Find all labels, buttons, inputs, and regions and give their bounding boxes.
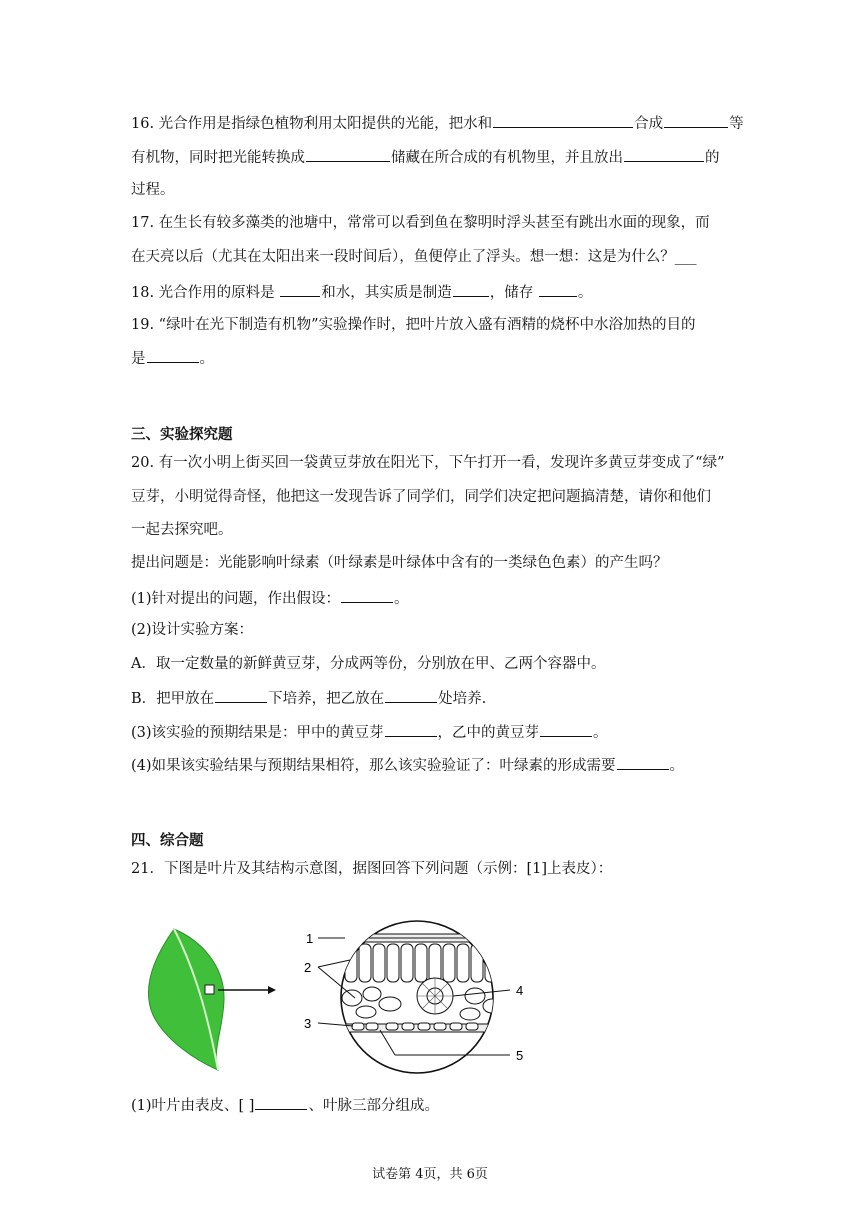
cross-section-diagram [318, 921, 510, 1073]
q20-line-3: 一起去探究吧。 [131, 522, 233, 538]
q20-line-6: (2)设计实验方案： [131, 622, 254, 638]
leaf-structure-figure [140, 920, 540, 1100]
label-4: 4 [516, 983, 524, 998]
q18-line: 18. 光合作用的原料是 和水，其实质是制造 ，储存 。 [131, 281, 592, 303]
q19-line-1: 19. “绿叶在光下制造有机物”实验操作时，把叶片放入盛有酒精的烧杯中水浴加热的目的 [131, 317, 696, 333]
leaf-illustration [149, 929, 225, 1070]
answer-blank[interactable] [539, 281, 577, 297]
q20-line-4: 提出问题是：光能影响叶绿素（叶绿素是叶绿体中含有的一类绿色色素）的产生吗？ [131, 555, 668, 571]
q20-line-9: (3)该实验的预期结果是：甲中的黄豆芽 ，乙中的黄豆芽 。 [131, 721, 608, 743]
answer-blank[interactable] [147, 347, 199, 363]
section-heading: 四、综合题 [131, 833, 204, 849]
q20-line-2: 豆芽，小明觉得奇怪，他把这一发现告诉了同学们，同学们决定把问题搞清楚，请你和他们 [131, 489, 711, 505]
q20-line-10: (4)如果该实验结果与预期结果相符，那么该实验验证了：叶绿素的形成需要 。 [131, 754, 684, 776]
q16-line-2: 有机物，同时把光能转换成 储藏在所合成的有机物里，并且放出 的 [131, 146, 720, 168]
q19-line-2: 是 。 [131, 347, 214, 369]
answer-blank[interactable] [493, 112, 633, 128]
label-1: 1 [306, 931, 314, 946]
answer-blank[interactable] [624, 146, 704, 162]
q21-intro: 21．下图是叶片及其结构示意图，据图回答下列问题（示例：[1]上表皮）： [131, 861, 613, 877]
q20-line-8: B．把甲放在 下培养，把乙放在 处培养. [131, 687, 486, 709]
section-heading: 三、实验探究题 [131, 427, 233, 443]
answer-blank[interactable] [306, 146, 390, 162]
q16-line-3: 过程。 [131, 182, 175, 198]
answer-blank[interactable] [617, 754, 669, 770]
q21-part-1: (1)叶片由表皮、[ ] 、叶脉三部分组成。 [131, 1094, 439, 1116]
answer-blank[interactable] [385, 687, 437, 703]
answer-blank[interactable] [453, 281, 489, 297]
answer-blank[interactable] [540, 721, 592, 737]
label-3: 3 [304, 1016, 312, 1031]
answer-blank[interactable] [664, 112, 728, 128]
label-2: 2 [304, 960, 312, 975]
page-footer: 试卷第 4页，共 6页 [372, 1167, 488, 1182]
answer-blank[interactable] [215, 687, 267, 703]
q20-line-7: A．取一定数量的新鲜黄豆芽，分成两等份，分别放在甲、乙两个容器中。 [131, 656, 606, 672]
q16-line-1: 16. 光合作用是指绿色植物利用太阳提供的光能，把水和 合成 等 [131, 112, 744, 134]
label-5: 5 [516, 1048, 524, 1063]
answer-blank[interactable] [385, 721, 437, 737]
answer-blank[interactable] [255, 1094, 307, 1110]
q17-line-2: 在天亮以后（尤其在太阳出来一段时间后），鱼便停止了浮头。想一想：这是为什么？___ [131, 249, 697, 265]
answer-blank[interactable] [280, 281, 320, 297]
q20-line-1: 20. 有一次小明上街买回一袋黄豆芽放在阳光下，下午打开一看，发现许多黄豆芽变成了“绿” [131, 455, 725, 471]
q20-line-5: (1)针对提出的问题，作出假设： 。 [131, 587, 409, 609]
answer-blank[interactable] [341, 587, 393, 603]
q17-line-1: 17. 在生长有较多藻类的池塘中，常常可以看到鱼在黎明时浮头甚至有跳出水面的现象，而 [131, 215, 710, 231]
